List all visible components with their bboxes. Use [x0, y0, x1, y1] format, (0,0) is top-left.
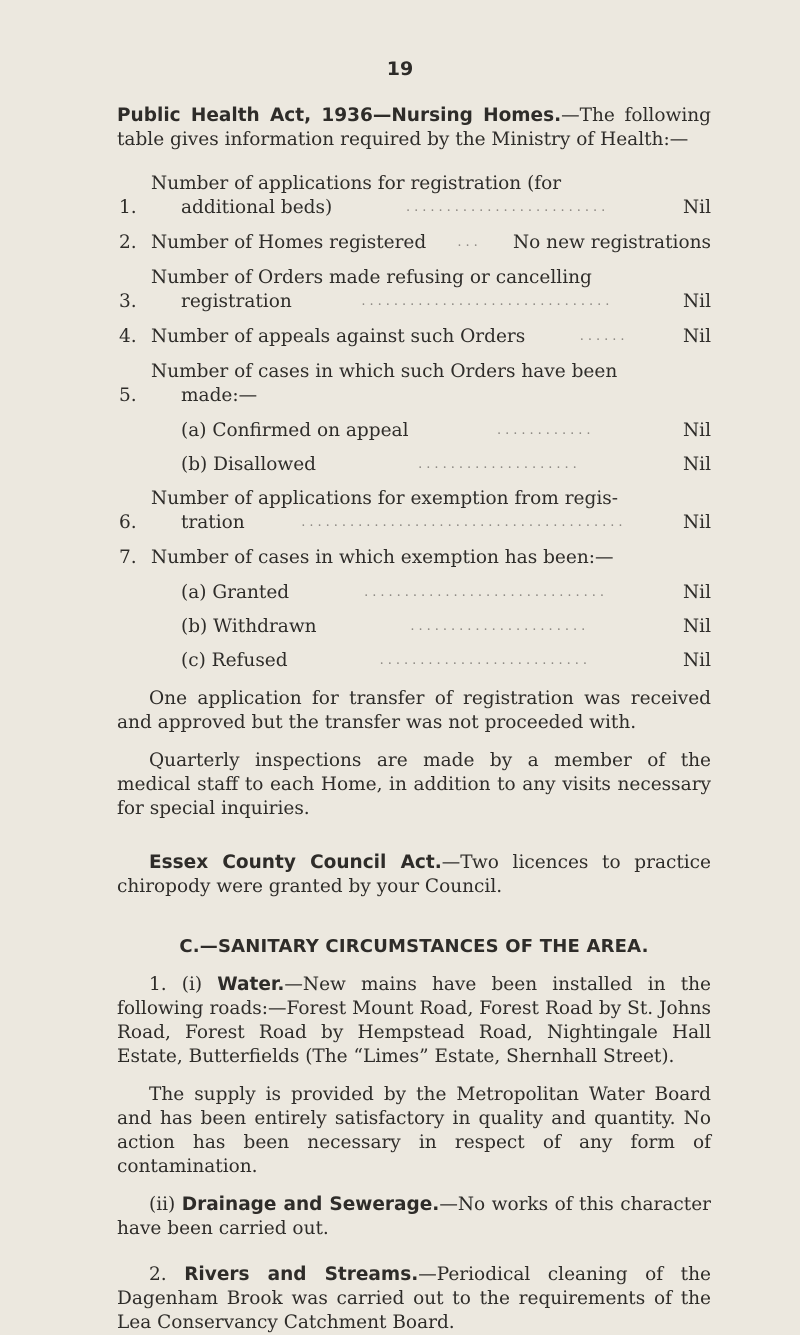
item-number: 6. — [119, 512, 137, 533]
sub-item-label: (a) Granted — [181, 582, 290, 603]
item-text-continued: tration — [181, 512, 245, 533]
list-item — [117, 546, 711, 570]
item-number: 5. — [119, 385, 137, 406]
sub-item-label: (c) Refused — [181, 650, 288, 671]
drainage-text: —No works of this character have been carried out. — [117, 1194, 711, 1239]
list-item: 1. Number of applications for registration (for additional beds) ......................... Nil — [119, 173, 711, 218]
item-number: 1. — [119, 197, 137, 218]
drainage-prefix: (ii) — [149, 1194, 182, 1215]
item-value: Nil — [682, 512, 711, 533]
item-text-continued: registration — [181, 291, 292, 312]
list-item: 3. Number of Orders made refusing or cancelling registration ............................... Nil — [119, 267, 711, 312]
sub-item-value: Nil — [682, 420, 711, 441]
water-prefix: 1. (i) — [149, 974, 218, 995]
item-text: Number of applications for exemption from regis- — [151, 488, 618, 509]
item-number: 3. — [119, 291, 137, 312]
rivers-text: —Periodical cleaning of the Dagenham Brook was carried out to the requirements of the Lea Conservancy Catchment Board. — [117, 1264, 711, 1333]
sub-item-value: Nil — [682, 582, 711, 603]
sub-item: (c) Refused .......................... Nil — [181, 650, 711, 671]
rivers-heading: Rivers and Streams. — [184, 1264, 419, 1285]
supply-paragraph: The supply is provided by the Metropolitan Water Board and has been entirely satisfactory in quality and quantity. No action has been necessary in respect of any form of contamination. — [117, 1084, 711, 1177]
item-value: No new registrations — [512, 232, 711, 253]
nursing-homes-intro-text: —The following table gives information required by the Ministry of Health:— — [117, 105, 711, 150]
sub-item: (b) Withdrawn ...................... Nil — [181, 616, 711, 637]
list-item — [117, 360, 711, 408]
sub-item-label: (b) Withdrawn — [181, 616, 317, 637]
sub-item: (a) Granted .............................. Nil — [181, 582, 711, 603]
item-text: Number of Homes registered — [151, 232, 427, 253]
sub-item-label: (b) Disallowed — [181, 454, 317, 475]
inspections-paragraph: Quarterly inspections are made by a member of the medical staff to each Home, in addition to any visits necessary for special inquiries. — [117, 750, 711, 819]
nursing-homes-intro — [117, 104, 711, 152]
page-number: 19 — [386, 58, 414, 80]
water-text: —New mains have been installed in the following roads:—Forest Mount Road, Forest Road by St. Johns Road, Forest Road by Hempstead Road, Nightingale Hall Estate, Butterfields (The “Limes” Estate, Shernhall Street). — [117, 974, 712, 1067]
sub-item: (a) Confirmed on appeal ............ Nil — [181, 420, 711, 441]
essex-paragraph — [117, 851, 711, 899]
item-text-continued: made:— — [181, 385, 258, 406]
section-heading: C.—SANITARY CIRCUMSTANCES OF THE AREA. — [179, 936, 649, 957]
drainage-heading: Drainage and Sewerage. — [181, 1194, 440, 1215]
transfer-paragraph: One application for transfer of registration was received and approved but the transfer was not proceeded with. — [117, 688, 711, 733]
item-text: Number of Orders made refusing or cancelling — [151, 267, 592, 288]
rivers-paragraph — [117, 1263, 711, 1335]
item-number: 7. — [119, 547, 137, 568]
sub-item-value: Nil — [682, 454, 711, 475]
essex-heading: Essex County Council Act. — [149, 852, 442, 873]
nursing-homes-table — [117, 172, 711, 673]
item-text-continued: additional beds) — [181, 197, 333, 218]
sub-item-value: Nil — [682, 650, 711, 671]
list-item: 4. Number of appeals against such Orders ...... Nil — [119, 326, 711, 347]
list-item: 2. Number of Homes registered ... No new registrations — [119, 232, 711, 253]
item-number: 4. — [119, 326, 137, 347]
item-text: Number of appeals against such Orders — [151, 326, 526, 347]
item-value: Nil — [682, 326, 711, 347]
water-heading: Water. — [217, 974, 285, 995]
nursing-homes-heading: Public Health Act, 1936—Nursing Homes. — [117, 105, 562, 126]
sub-item-value: Nil — [682, 616, 711, 637]
item-text: Number of applications for registration (for — [151, 173, 562, 194]
rivers-prefix: 2. — [149, 1264, 185, 1285]
essex-text: —Two licences to practice chiropody were granted by your Council. — [117, 852, 711, 897]
item-value: Nil — [682, 197, 711, 218]
sub-item-label: (a) Confirmed on appeal — [181, 420, 409, 441]
item-text: Number of cases in which exemption has been:— — [151, 547, 614, 568]
item-value: Nil — [682, 291, 711, 312]
page-content — [117, 104, 711, 1335]
drainage-paragraph — [117, 1193, 711, 1241]
item-text: Number of cases in which such Orders have been — [151, 361, 618, 382]
water-paragraph — [117, 973, 711, 1069]
sub-item: (b) Disallowed .................... Nil — [181, 454, 711, 475]
list-item: 6. Number of applications for exemption from regis- tration ........................................ Nil — [119, 488, 711, 533]
item-number: 2. — [119, 232, 137, 253]
